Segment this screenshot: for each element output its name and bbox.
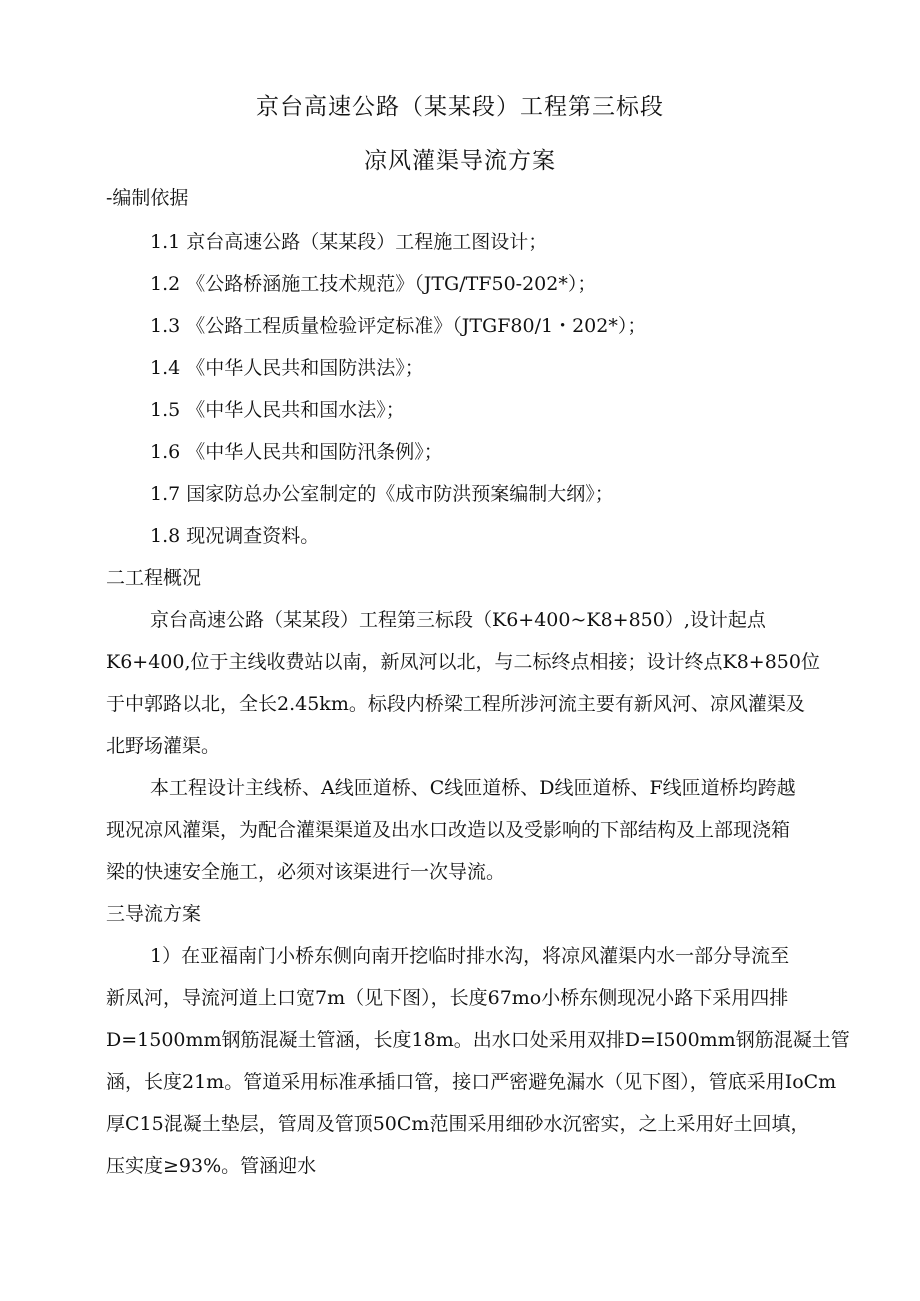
basis-item: 1.7 国家防总办公室制定的《成市防洪预案编制大纲》； <box>150 483 614 505</box>
overview-paragraph-2-line: 本工程设计主线桥、A线匝道桥、C线匝道桥、D线匝道桥、F线匝道桥均跨越 <box>150 777 796 799</box>
basis-item: 1.8 现况调查资料。 <box>150 525 320 547</box>
diversion-paragraph-line: 涵，长度21m。管道采用标准承插口管，接口严密避免漏水（见下图），管底采用IoCm <box>106 1071 837 1093</box>
diversion-paragraph-line: D=1500mm钢筋混凝土管涵，长度18m。出水口处采用双排D=I500mm钢筋混凝土管 <box>106 1029 850 1051</box>
diversion-paragraph-line: 新凤河，导流河道上口宽7m（见下图），长度67mo小桥东侧现况小路下采用四排 <box>106 987 789 1009</box>
section-heading-diversion-plan: 三导流方案 <box>106 903 202 925</box>
overview-paragraph-2-line: 现况凉风灌渠，为配合灌渠渠道及出水口改造以及受影响的下部结构及上部现浇箱 <box>106 819 791 841</box>
basis-item: 1.2 《公路桥涵施工技术规范》（JTG/TF50-202*）； <box>150 273 597 295</box>
overview-paragraph-2-line: 梁的快速安全施工，必须对该渠进行一次导流。 <box>106 861 506 883</box>
basis-item: 1.5 《中华人民共和国水法》； <box>150 399 405 421</box>
overview-paragraph-1-line: 于中郭路以北，全长2.45km。标段内桥梁工程所涉河流主要有新风河、凉风灌渠及 <box>106 693 805 715</box>
overview-paragraph-1-line: K6+400,位于主线收费站以南，新凤河以北，与二标终点相接；设计终点K8+850位 <box>106 651 820 673</box>
overview-paragraph-1-line: 北野场灌渠。 <box>106 735 221 757</box>
section-heading-basis: -编制依据 <box>106 187 189 209</box>
diversion-paragraph-line: 1）在亚福南门小桥东侧向南开挖临时排水沟，将凉风灌渠内水一部分导流至 <box>150 945 790 967</box>
section-heading-overview: 二工程概况 <box>106 567 202 589</box>
basis-item: 1.4 《中华人民共和国防洪法》； <box>150 357 424 379</box>
document-title: 京台高速公路（某某段）工程第三标段 <box>256 94 664 120</box>
diversion-paragraph-line: 压实度≥93%。管涵迎水 <box>106 1155 317 1177</box>
diversion-paragraph-line: 厚C15混凝土垫层，管周及管顶50Cm范围采用细砂水沉密实，之上采用好土回填， <box>106 1113 810 1135</box>
basis-item: 1.1 京台高速公路（某某段）工程施工图设计； <box>150 231 548 253</box>
overview-paragraph-1-line: 京台高速公路（某某段）工程第三标段（K6+400~K8+850）,设计起点 <box>150 609 766 631</box>
document-subtitle: 凉风灌渠导流方案 <box>364 148 556 174</box>
basis-item: 1.6 《中华人民共和国防汛条例》； <box>150 441 443 463</box>
basis-item: 1.3 《公路工程质量检验评定标准》（JTGF80/1・202*）； <box>150 315 647 337</box>
